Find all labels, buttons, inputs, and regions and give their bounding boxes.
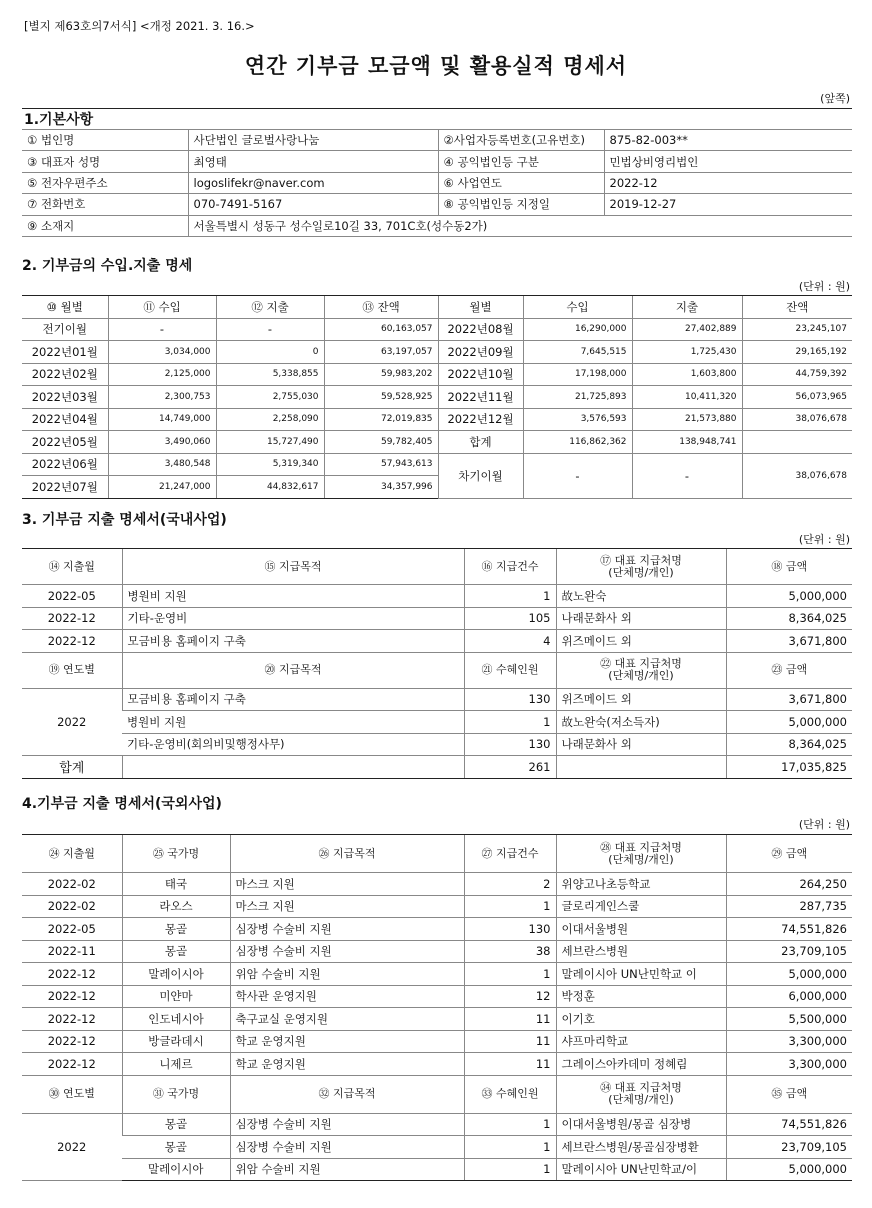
carry-over-balance: 38,076,678	[742, 453, 852, 498]
header-balance-2: 잔액	[742, 296, 852, 319]
label-business-number: ②사업자등록번호(고유번호)	[438, 130, 604, 151]
country-cell: 태국	[122, 873, 230, 896]
count-cell: 1	[464, 585, 556, 608]
expense-cell: 15,727,490	[216, 431, 324, 454]
expense-month-cell: 2022-12	[22, 963, 122, 986]
header-count: ㉗ 지급건수	[464, 835, 556, 873]
header-recipient-2	[556, 1075, 726, 1113]
label-fiscal-year: ⑥ 사업연도	[438, 172, 604, 193]
expense-cell: 2,258,090	[216, 408, 324, 431]
table-row	[22, 341, 852, 364]
table-row	[22, 985, 852, 1008]
purpose-cell: 위암 수술비 지원	[230, 963, 464, 986]
count-cell: 2	[464, 873, 556, 896]
income-cell: 3,034,000	[108, 341, 216, 364]
purpose-cell: 학교 운영지원	[230, 1053, 464, 1076]
purpose-cell: 기타-운영비(회의비및행정사무)	[122, 733, 464, 756]
recipient-cell: 샤프마리학교	[556, 1030, 726, 1053]
purpose-cell: 축구교실 운영지원	[230, 1008, 464, 1031]
header-balance: ⑬ 잔액	[324, 296, 438, 319]
country-cell: 몽골	[122, 940, 230, 963]
month-cell: 2022년12월	[438, 408, 523, 431]
expense-month-cell: 2022-12	[22, 630, 122, 653]
income-cell: 14,749,000	[108, 408, 216, 431]
value-designation-date: 2019-12-27	[604, 194, 852, 215]
country-cell: 니제르	[122, 1053, 230, 1076]
recipient-cell: 위즈메이드 외	[556, 688, 726, 711]
purpose-cell: 위암 수술비 지원	[230, 1158, 464, 1181]
header-expense-2: 지출	[632, 296, 742, 319]
balance-cell: 23,245,107	[742, 318, 852, 341]
section-1-title: 1.기본사항	[22, 109, 852, 130]
month-cell: 2022년06월	[22, 453, 108, 476]
header-expense-month: ⑭ 지출월	[22, 549, 122, 585]
purpose-cell: 마스크 지원	[230, 873, 464, 896]
beneficiaries-cell: 130	[464, 733, 556, 756]
amount-cell: 6,000,000	[726, 985, 852, 1008]
balance-cell: 59,528,925	[324, 386, 438, 409]
purpose-cell: 심장병 수술비 지원	[230, 940, 464, 963]
table-row	[22, 940, 852, 963]
total-recipient	[556, 756, 726, 779]
income-cell: 3,576,593	[523, 408, 632, 431]
table-row	[22, 386, 852, 409]
value-fiscal-year: 2022-12	[604, 172, 852, 193]
header-month: ⑩ 월별	[22, 296, 108, 319]
count-cell: 4	[464, 630, 556, 653]
income-cell: 3,480,548	[108, 453, 216, 476]
recipient-cell: 박정훈	[556, 985, 726, 1008]
country-cell: 라오스	[122, 895, 230, 918]
header-amount: ⑱ 금액	[726, 549, 852, 585]
expense-month-cell: 2022-12	[22, 607, 122, 630]
purpose-cell: 모금비용 홈페이지 구축	[122, 630, 464, 653]
purpose-cell: 기타-운영비	[122, 607, 464, 630]
header-beneficiaries: ㉝ 수혜인원	[464, 1075, 556, 1113]
header-amount-2: ㉟ 금액	[726, 1075, 852, 1113]
income-cell: 7,645,515	[523, 341, 632, 364]
expense-cell: -	[216, 318, 324, 341]
count-cell: 11	[464, 1053, 556, 1076]
count-cell: 1	[464, 895, 556, 918]
purpose-cell: 심장병 수술비 지원	[230, 918, 464, 941]
header-recipient-2-line2: (단체명/개인)	[608, 1093, 674, 1106]
count-cell: 12	[464, 985, 556, 1008]
recipient-cell: 세브란스병원	[556, 940, 726, 963]
month-cell: 2022년02월	[22, 363, 108, 386]
income-cell: 2,300,753	[108, 386, 216, 409]
header-expense-month: ㉔ 지출월	[22, 835, 122, 873]
expense-cell: 1,603,800	[632, 363, 742, 386]
value-corp-name: 사단법인 글로벌사랑나눔	[188, 130, 438, 151]
unit-label: (단위 : 원)	[798, 280, 850, 293]
header-recipient-line1: ㉘ 대표 지급처명	[600, 840, 682, 854]
income-cell: 2,125,000	[108, 363, 216, 386]
purpose-cell: 학교 운영지원	[230, 1030, 464, 1053]
country-cell: 몽골	[122, 1113, 230, 1136]
table-row	[22, 918, 852, 941]
expense-month-cell: 2022-12	[22, 985, 122, 1008]
label-email: ⑤ 전자우편주소	[22, 172, 188, 193]
amount-cell: 264,250	[726, 873, 852, 896]
table-row	[22, 585, 852, 608]
purpose-cell: 병원비 지원	[122, 711, 464, 734]
amount-cell: 3,300,000	[726, 1030, 852, 1053]
value-address: 서울특별시 성동구 성수일로10길 33, 701C호(성수동2가)	[188, 215, 852, 236]
header-recipient-2-line2: (단체명/개인)	[608, 669, 674, 682]
expense-month-cell: 2022-05	[22, 918, 122, 941]
form-number: [별지 제63호의7서식] <개정 2021. 3. 16.>	[24, 19, 255, 33]
beneficiaries-cell: 1	[464, 1136, 556, 1159]
label-corp-type: ④ 공익법인등 구분	[438, 151, 604, 172]
purpose-cell: 학사관 운영지원	[230, 985, 464, 1008]
expense-month-cell: 2022-02	[22, 873, 122, 896]
header-year: ⑲ 연도별	[22, 652, 122, 688]
value-representative: 최영태	[188, 151, 438, 172]
header-purpose-2: ⑳ 지급목적	[122, 652, 464, 688]
header-month-2: 월별	[438, 296, 523, 319]
header-income-2: 수입	[523, 296, 632, 319]
table-row	[22, 318, 852, 341]
total-amount: 17,035,825	[726, 756, 852, 779]
domestic-expense-table	[22, 548, 852, 779]
income-cell: 17,198,000	[523, 363, 632, 386]
table-row	[22, 431, 852, 454]
label-address: ⑨ 소재지	[22, 215, 188, 236]
income-expense-table	[22, 295, 852, 499]
expense-cell: 5,338,855	[216, 363, 324, 386]
income-cell: -	[108, 318, 216, 341]
balance-cell: 38,076,678	[742, 408, 852, 431]
front-side-label: (앞쪽)	[820, 92, 850, 105]
header-amount-2: ㉓ 금액	[726, 652, 852, 688]
section-2-title: 2. 기부금의 수입.지출 명세	[22, 258, 193, 274]
header-country-2: ㉛ 국가명	[122, 1075, 230, 1113]
section-4-title: 4.기부금 지출 명세서(국외사업)	[22, 796, 222, 812]
amount-cell: 8,364,025	[726, 607, 852, 630]
amount-cell: 3,300,000	[726, 1053, 852, 1076]
balance-cell: 59,782,405	[324, 431, 438, 454]
beneficiaries-cell: 1	[464, 711, 556, 734]
label-designation-date: ⑧ 공익법인등 지정일	[438, 194, 604, 215]
carry-over-label: 차기이월	[438, 453, 523, 498]
amount-cell: 5,500,000	[726, 1008, 852, 1031]
header-count: ⑯ 지급건수	[464, 549, 556, 585]
country-cell: 말레이시아	[122, 963, 230, 986]
table-row	[22, 1113, 852, 1136]
month-cell: 전기이월	[22, 318, 108, 341]
count-cell: 11	[464, 1030, 556, 1053]
expense-month-cell: 2022-12	[22, 1030, 122, 1053]
amount-cell: 5,000,000	[726, 585, 852, 608]
value-phone: 070-7491-5167	[188, 194, 438, 215]
table-row	[22, 453, 852, 476]
label-corp-name: ① 법인명	[22, 130, 188, 151]
expense-month-cell: 2022-12	[22, 1053, 122, 1076]
recipient-cell: 故노완숙(저소득자)	[556, 711, 726, 734]
carry-over-expense: -	[632, 453, 742, 498]
purpose-cell: 심장병 수술비 지원	[230, 1113, 464, 1136]
table-row	[22, 1008, 852, 1031]
month-cell: 2022년11월	[438, 386, 523, 409]
header-amount: ㉙ 금액	[726, 835, 852, 873]
amount-cell: 5,000,000	[726, 1158, 852, 1181]
header-recipient-2-line1: ㉒ 대표 지급처명	[600, 657, 682, 670]
expense-cell: 10,411,320	[632, 386, 742, 409]
count-cell: 11	[464, 1008, 556, 1031]
balance-cell: 57,943,613	[324, 453, 438, 476]
table-row	[22, 1053, 852, 1076]
count-cell: 38	[464, 940, 556, 963]
expense-month-cell: 2022-05	[22, 585, 122, 608]
amount-cell: 74,551,826	[726, 918, 852, 941]
header-recipient	[556, 835, 726, 873]
label-phone: ⑦ 전화번호	[22, 194, 188, 215]
balance-cell: 72,019,835	[324, 408, 438, 431]
beneficiaries-cell: 1	[464, 1158, 556, 1181]
header-income: ⑪ 수입	[108, 296, 216, 319]
purpose-cell: 마스크 지원	[230, 895, 464, 918]
document-title: 연간 기부금 모금액 및 활용실적 명세서	[244, 54, 628, 78]
header-country: ㉕ 국가명	[122, 835, 230, 873]
count-cell: 1	[464, 963, 556, 986]
recipient-cell: 이대서울병원	[556, 918, 726, 941]
expense-cell: 21,573,880	[632, 408, 742, 431]
table-row	[22, 873, 852, 896]
total-expense: 138,948,741	[632, 431, 742, 454]
amount-cell: 23,709,105	[726, 940, 852, 963]
total-label: 합계	[22, 756, 122, 779]
balance-cell: 34,357,996	[324, 476, 438, 499]
total-beneficiaries: 261	[464, 756, 556, 779]
month-cell: 2022년05월	[22, 431, 108, 454]
overseas-expense-table	[22, 834, 852, 1181]
country-cell: 말레이시아	[122, 1158, 230, 1181]
unit-label: (단위 : 원)	[798, 533, 850, 546]
count-cell: 130	[464, 918, 556, 941]
table-row	[22, 408, 852, 431]
expense-cell: 1,725,430	[632, 341, 742, 364]
header-purpose: ㉖ 지급목적	[230, 835, 464, 873]
header-year: ㉚ 연도별	[22, 1075, 122, 1113]
year-cell: 2022	[22, 1113, 122, 1181]
income-cell: 16,290,000	[523, 318, 632, 341]
value-business-number: 875-82-003**	[604, 130, 852, 151]
header-recipient	[556, 549, 726, 585]
balance-cell: 60,163,057	[324, 318, 438, 341]
carry-over-income: -	[523, 453, 632, 498]
balance-cell: 56,073,965	[742, 386, 852, 409]
table-row	[22, 1158, 852, 1181]
header-expense: ⑫ 지출	[216, 296, 324, 319]
month-cell: 2022년08월	[438, 318, 523, 341]
table-row	[22, 630, 852, 653]
expense-month-cell: 2022-12	[22, 1008, 122, 1031]
recipient-cell: 故노완숙	[556, 585, 726, 608]
header-recipient-2	[556, 652, 726, 688]
month-cell: 2022년01월	[22, 341, 108, 364]
table-row	[22, 733, 852, 756]
income-cell: 21,247,000	[108, 476, 216, 499]
header-recipient-line2: (단체명/개인)	[608, 852, 674, 866]
recipient-cell: 위즈메이드 외	[556, 630, 726, 653]
header-beneficiaries: ㉑ 수혜인원	[464, 652, 556, 688]
basic-info-table	[22, 108, 852, 237]
beneficiaries-cell: 1	[464, 1113, 556, 1136]
count-cell: 105	[464, 607, 556, 630]
header-purpose-2: ㉜ 지급목적	[230, 1075, 464, 1113]
unit-label: (단위 : 원)	[798, 818, 850, 831]
expense-cell: 44,832,617	[216, 476, 324, 499]
expense-cell: 5,319,340	[216, 453, 324, 476]
year-cell: 2022	[22, 688, 122, 756]
amount-cell: 5,000,000	[726, 963, 852, 986]
month-cell: 2022년10월	[438, 363, 523, 386]
amount-cell: 8,364,025	[726, 733, 852, 756]
expense-cell: 27,402,889	[632, 318, 742, 341]
header-recipient-line2: (단체명/개인)	[608, 565, 674, 579]
expense-cell: 0	[216, 341, 324, 364]
recipient-cell: 위양고나초등학교	[556, 873, 726, 896]
amount-cell: 3,671,800	[726, 630, 852, 653]
expense-month-cell: 2022-02	[22, 895, 122, 918]
purpose-cell: 심장병 수술비 지원	[230, 1136, 464, 1159]
recipient-cell: 나래문화사 외	[556, 733, 726, 756]
country-cell: 방글라데시	[122, 1030, 230, 1053]
amount-cell: 287,735	[726, 895, 852, 918]
header-purpose: ⑮ 지급목적	[122, 549, 464, 585]
amount-cell: 74,551,826	[726, 1113, 852, 1136]
table-row	[22, 1030, 852, 1053]
recipient-cell: 글로리게인스쿨	[556, 895, 726, 918]
month-cell: 2022년09월	[438, 341, 523, 364]
total-income: 116,862,362	[523, 431, 632, 454]
balance-cell: 63,197,057	[324, 341, 438, 364]
table-row	[22, 1136, 852, 1159]
total-label: 합계	[438, 431, 523, 454]
recipient-cell: 이기호	[556, 1008, 726, 1031]
total-purpose	[122, 756, 464, 779]
expense-month-cell: 2022-11	[22, 940, 122, 963]
income-cell: 3,490,060	[108, 431, 216, 454]
balance-cell: 44,759,392	[742, 363, 852, 386]
balance-cell: 59,983,202	[324, 363, 438, 386]
section-3-title: 3. 기부금 지출 명세서(국내사업)	[22, 512, 227, 528]
recipient-cell: 세브란스병원/몽골심장병환	[556, 1136, 726, 1159]
total-balance	[742, 431, 852, 454]
recipient-cell: 그레이스아카데미 정혜림	[556, 1053, 726, 1076]
beneficiaries-cell: 130	[464, 688, 556, 711]
header-recipient-line1: ⑰ 대표 지급처명	[600, 553, 682, 567]
total-row	[22, 756, 852, 779]
expense-cell: 2,755,030	[216, 386, 324, 409]
amount-cell: 5,000,000	[726, 711, 852, 734]
label-representative: ③ 대표자 성명	[22, 151, 188, 172]
amount-cell: 23,709,105	[726, 1136, 852, 1159]
country-cell: 몽골	[122, 1136, 230, 1159]
value-corp-type: 민법상비영리법인	[604, 151, 852, 172]
recipient-cell: 이대서울병원/몽골 심장병	[556, 1113, 726, 1136]
purpose-cell: 병원비 지원	[122, 585, 464, 608]
country-cell: 미얀마	[122, 985, 230, 1008]
table-row	[22, 363, 852, 386]
recipient-cell: 말레이시아 UN난민학교/이	[556, 1158, 726, 1181]
income-cell: 21,725,893	[523, 386, 632, 409]
table-row	[22, 895, 852, 918]
table-row	[22, 607, 852, 630]
country-cell: 인도네시아	[122, 1008, 230, 1031]
value-email: logoslifekr@naver.com	[188, 172, 438, 193]
balance-cell: 29,165,192	[742, 341, 852, 364]
month-cell: 2022년07월	[22, 476, 108, 499]
header-recipient-2-line1: ㉞ 대표 지급처명	[600, 1081, 682, 1094]
month-cell: 2022년04월	[22, 408, 108, 431]
month-cell: 2022년03월	[22, 386, 108, 409]
country-cell: 몽골	[122, 918, 230, 941]
table-row	[22, 688, 852, 711]
amount-cell: 3,671,800	[726, 688, 852, 711]
table-row	[22, 711, 852, 734]
recipient-cell: 나래문화사 외	[556, 607, 726, 630]
table-row	[22, 963, 852, 986]
recipient-cell: 말레이시아 UN난민학교 이	[556, 963, 726, 986]
purpose-cell: 모금비용 홈페이지 구축	[122, 688, 464, 711]
